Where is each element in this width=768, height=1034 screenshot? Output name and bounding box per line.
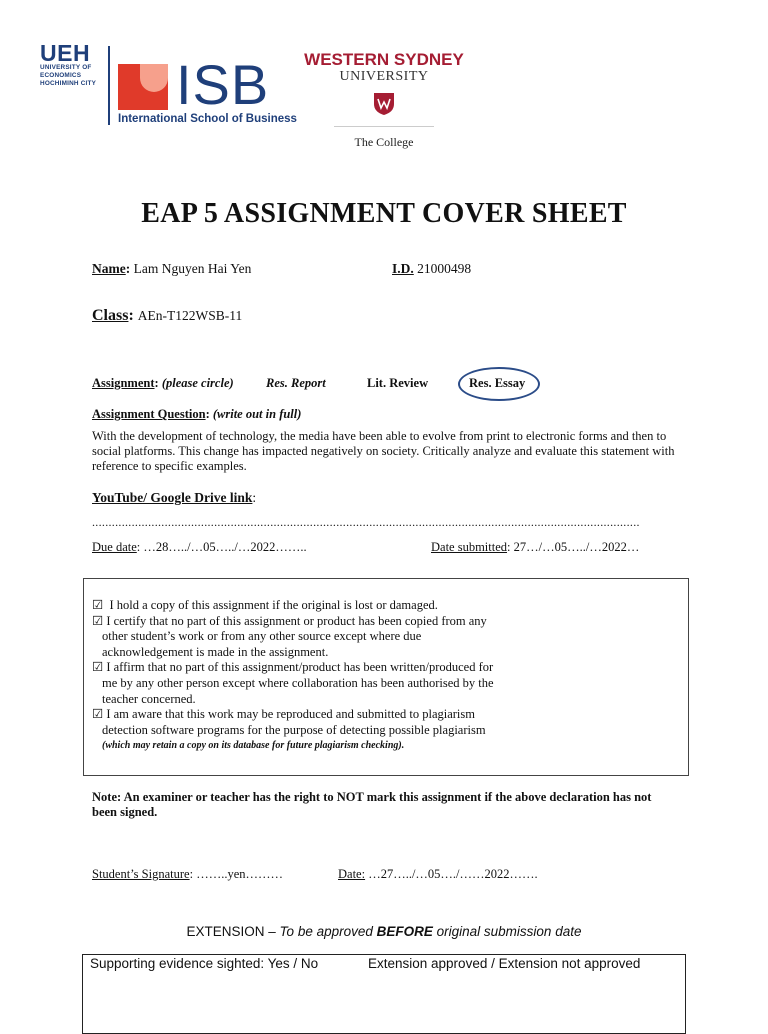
signature-label: Student’s Signature	[92, 867, 190, 881]
due-date-row: Due date: …28…../…05…../…2022……..	[92, 540, 307, 554]
link-heading: YouTube/ Google Drive link:	[92, 490, 257, 505]
id-value[interactable]: 21000498	[417, 261, 472, 276]
signature-date-value[interactable]: …27…../…05…./……2022…….	[368, 867, 538, 881]
question-label: Assignment Question	[92, 407, 206, 421]
ueh-logo-line: HOCHIMINH CITY	[40, 79, 97, 87]
submitted-date-row: Date submitted: 27…/…05…../…2022…	[431, 540, 640, 554]
wsu-divider	[334, 126, 434, 127]
extension-heading-bold: BEFORE	[376, 924, 433, 939]
wsu-college-label: The College	[354, 135, 414, 149]
declaration-list	[92, 598, 562, 754]
declaration-item: ☑ I am aware that this work may be reproduced and submitted to plagiarism	[92, 707, 475, 722]
submitted-date-value[interactable]: 27…/…05…../…2022…	[513, 540, 640, 554]
link-field[interactable]: ......................................................................................................................................................................	[92, 515, 640, 529]
declaration-item: ☑ I certify that no part of this assignment or product has been copied from any	[92, 613, 487, 628]
wsu-logo-title: WESTERN SYDNEY	[304, 50, 464, 69]
extension-heading-italic: original submission date	[432, 924, 582, 939]
assignment-row: Assignment: (please circle)	[92, 376, 234, 390]
checkbox-checked-icon[interactable]: ☑	[92, 613, 104, 628]
declaration-item-continued: acknowledgement is made in the assignment.	[102, 644, 329, 659]
examiner-note: Note: An examiner or teacher has the right to NOT mark this assignment if the above declaration has not been signed.	[92, 790, 652, 819]
checkbox-checked-icon[interactable]: ☑	[92, 660, 104, 675]
signature-date-label: Date:	[338, 867, 366, 881]
ueh-logo-line: UNIVERSITY OF	[40, 64, 92, 71]
question-heading: Assignment Question: (write out in full)	[92, 407, 302, 421]
checkbox-checked-icon[interactable]: ☑	[92, 707, 104, 722]
checkbox-checked-icon[interactable]: ☑	[92, 598, 104, 612]
assignment-label: Assignment	[92, 376, 155, 390]
ueh-logo	[40, 42, 104, 87]
question-text[interactable]: With the development of technology, the media have been able to evolve from print to electronic forms and then to social platforms. This change has impacted negatively on society. Critically analyze and evaluate this statement with reference to specific examples.	[92, 429, 675, 473]
name-value[interactable]: Lam Nguyen Hai Yen	[133, 261, 252, 276]
option-res-essay[interactable]: Res. Essay	[469, 376, 526, 390]
ueh-logo-line: ECONOMICS	[40, 71, 82, 79]
page-title: EAP 5 ASSIGNMENT COVER SHEET	[141, 198, 627, 229]
supporting-evidence-field[interactable]: Supporting evidence sighted: Yes / No	[90, 956, 319, 971]
ueh-logo-text: UEH	[40, 40, 91, 66]
declaration-footnote: (which may retain a copy on its database for future plagiarism checking).	[102, 740, 405, 752]
signature-date-row	[338, 867, 538, 882]
extension-approval-field[interactable]: Extension approved / Extension not approved	[368, 956, 641, 971]
link-label: YouTube/ Google Drive link	[92, 490, 253, 505]
option-res-report[interactable]: Res. Report	[266, 376, 326, 390]
class-value[interactable]: AEn-T122WSB-11	[137, 308, 243, 323]
name-label: Name	[92, 261, 126, 276]
declaration-item-continued: teacher concerned.	[102, 691, 196, 706]
logo-divider	[108, 46, 110, 125]
option-lit-review[interactable]: Lit. Review	[367, 376, 429, 390]
name-row: Name: Lam Nguyen Hai Yen	[92, 261, 252, 276]
isb-logo-icon	[118, 64, 168, 110]
wsu-logo-subtitle: UNIVERSITY	[339, 69, 429, 84]
declaration-item: ☑ I hold a copy of this assignment if the original is lost or damaged.	[92, 598, 438, 612]
isb-logo-subtitle: International School of Business	[118, 113, 297, 125]
declaration-item-continued: detection software programs for the purpose of detecting possible plagiarism	[102, 722, 486, 737]
due-date-label: Due date	[92, 540, 137, 554]
id-label: I.D.	[392, 261, 414, 276]
extension-heading-label: EXTENSION –	[186, 924, 280, 939]
assignment-hint: (please circle)	[161, 376, 234, 390]
selected-option-circle	[458, 367, 540, 401]
declaration-item-continued: me by any other person except where collaboration has been authorised by the	[102, 675, 494, 690]
due-date-value[interactable]: …28…../…05…../…2022……..	[143, 540, 307, 554]
extension-heading	[0, 924, 768, 939]
class-row: Class: AEn-T122WSB-11	[92, 307, 243, 324]
id-row	[392, 261, 471, 277]
submitted-date-label: Date submitted	[431, 540, 508, 554]
declaration-item: ☑ I affirm that no part of this assignment/product has been written/produced for	[92, 660, 494, 675]
signature-value[interactable]: ……..yen………	[196, 867, 283, 881]
signature-row: Student’s Signature: ……..yen………	[92, 867, 283, 881]
declaration-item-continued: other student’s work or from any other source except where due	[102, 629, 422, 644]
wsu-shield-icon	[373, 92, 395, 116]
extension-heading-italic: To be approved	[279, 924, 377, 939]
question-hint: (write out in full)	[212, 407, 302, 421]
class-label: Class	[92, 307, 129, 324]
isb-logo-text: ISB	[176, 53, 270, 116]
